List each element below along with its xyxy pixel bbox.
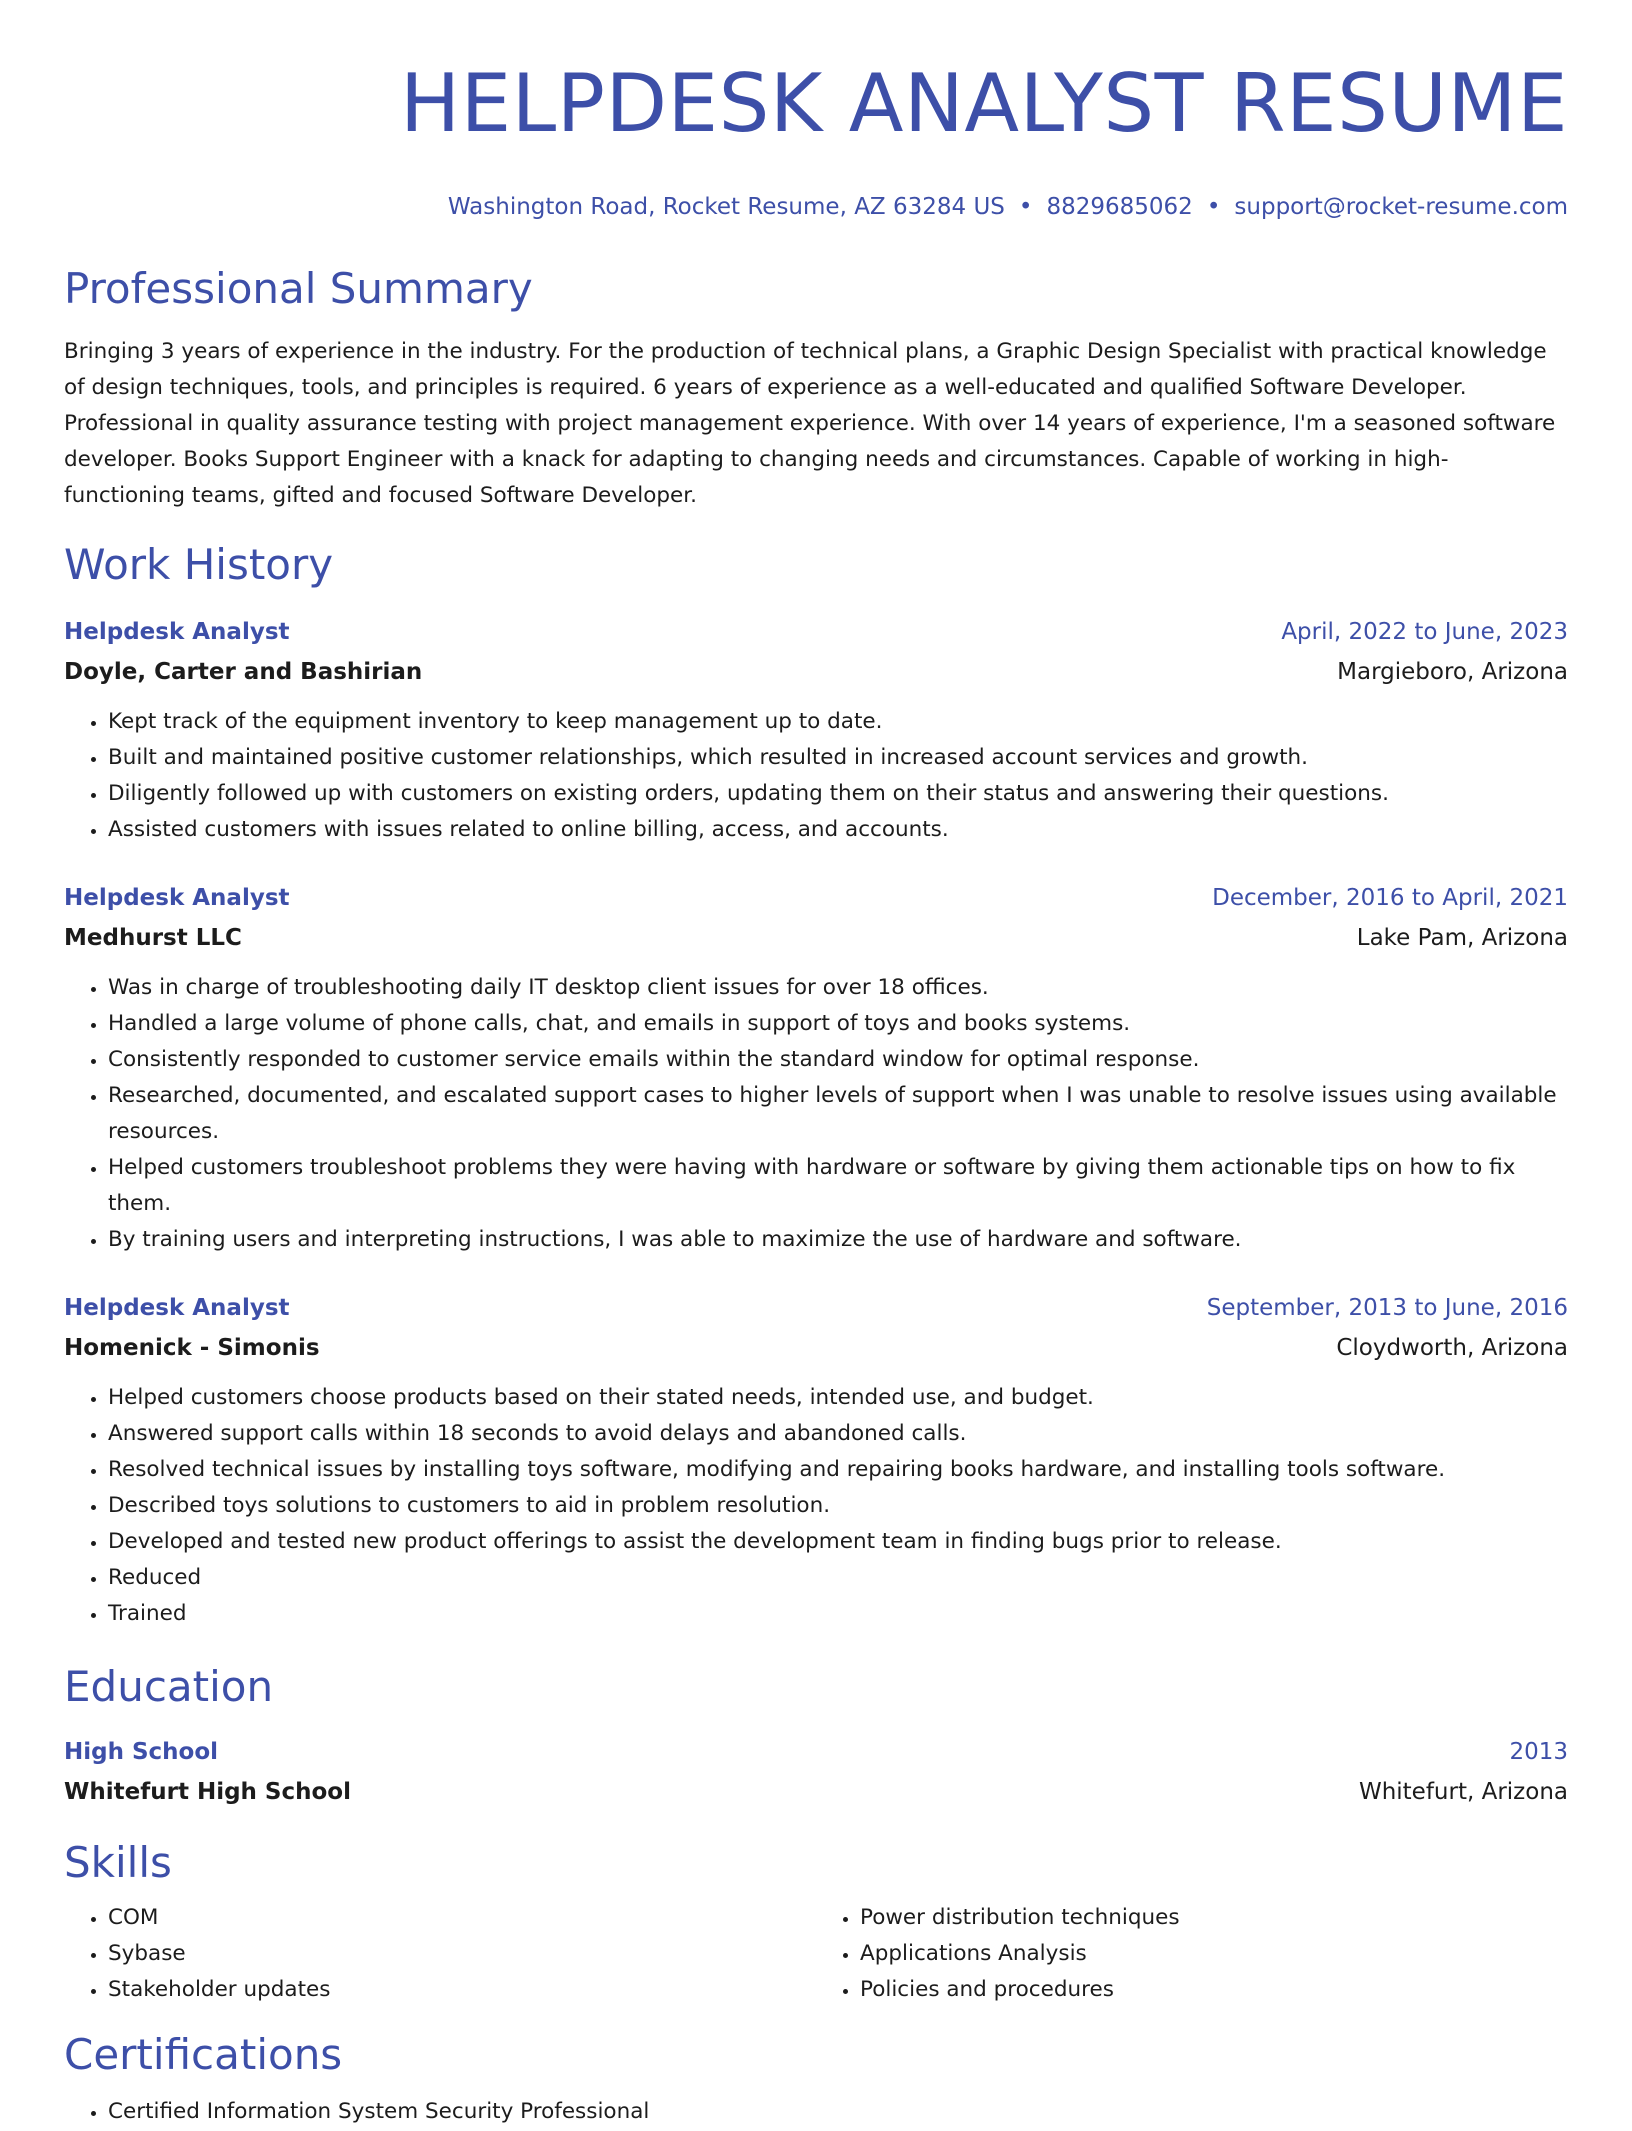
job-bullets	[64, 704, 1568, 848]
list-item: • Developed and tested new product offerings to assist the development team in finding bugs prior to release.	[108, 1524, 1568, 1560]
list-item: • Trained	[108, 1596, 1568, 1632]
job-dates: December, 2016 to April, 2021	[1212, 885, 1568, 911]
skill-item: • Power distribution techniques	[860, 1900, 1568, 1936]
job-company: Homenick - Simonis	[64, 1335, 320, 1361]
resume-title: HELPDESK ANALYST RESUME	[399, 57, 1568, 150]
summary-text: Bringing 3 years of experience in the industry. For the production of technical plans, a Graphic Design Specialist with practical knowledge of design techniques, tools, and principles is required. 6 years of experience as a well-educated and qualified Software Developer. Professional in quality assurance testing with project management experience. With over 14 years of experience, I'm a seasoned software developer. Books Support Engineer with a knack for adapting to changing needs and circumstances. Capable of working in high-functioning teams, gifted and focused Software Developer.	[64, 339, 1556, 508]
job-entry	[64, 612, 1568, 848]
job-entry	[64, 878, 1568, 1258]
job-company: Medhurst LLC	[64, 925, 242, 951]
job-company: Doyle, Carter and Bashirian	[64, 659, 423, 685]
skill-item: • COM	[108, 1900, 816, 1936]
list-item: • Answered support calls within 18 seconds to avoid delays and abandoned calls.	[108, 1416, 1568, 1452]
skills-list	[64, 1900, 1568, 2008]
job-location: Lake Pam, Arizona	[1356, 925, 1568, 951]
job-role: Helpdesk Analyst	[64, 619, 290, 645]
job-bullets	[64, 1380, 1568, 1632]
list-item: • Described toys solutions to customers to aid in problem resolution.	[108, 1488, 1568, 1524]
job-role: Helpdesk Analyst	[64, 1295, 290, 1321]
education-school: Whitefurt High School	[64, 1779, 351, 1805]
certifications-list	[64, 2094, 1568, 2130]
section-title-summary: Professional Summary	[64, 264, 533, 313]
contact-line	[64, 192, 1568, 222]
education-year: 2013	[1509, 1739, 1568, 1765]
education-degree: High School	[64, 1739, 219, 1765]
skill-item: • Sybase	[108, 1936, 816, 1972]
job-dates: April, 2022 to June, 2023	[1281, 619, 1568, 645]
section-title-education: Education	[64, 1662, 274, 1711]
list-item: • By training users and interpreting instructions, I was able to maximize the use of hardware and software.	[108, 1222, 1568, 1258]
email: support@rocket-resume.com	[1234, 194, 1568, 220]
certification-item: • Certified Information System Security Professional	[108, 2094, 1568, 2130]
list-item: • Was in charge of troubleshooting daily IT desktop client issues for over 18 offices.	[108, 970, 1568, 1006]
job-entry	[64, 1288, 1568, 1632]
separator-dot: •	[1018, 194, 1033, 220]
section-title-certifications: Certifications	[64, 2030, 343, 2079]
resume-header	[64, 0, 1568, 222]
list-item: • Diligently followed up with customers on existing orders, updating them on their status and answering their questions.	[108, 776, 1568, 812]
job-location: Cloydworth, Arizona	[1336, 1335, 1568, 1361]
education-entry	[64, 1732, 1568, 1812]
list-item: • Consistently responded to customer service emails within the standard window for optimal response.	[108, 1042, 1568, 1078]
list-item: • Resolved technical issues by installing toys software, modifying and repairing books hardware, and installing tools software.	[108, 1452, 1568, 1488]
education-location: Whitefurt, Arizona	[1358, 1779, 1568, 1805]
section-title-skills: Skills	[64, 1838, 172, 1887]
list-item: • Built and maintained positive customer relationships, which resulted in increased account services and growth.	[108, 740, 1568, 776]
list-item: • Researched, documented, and escalated support cases to higher levels of support when I was unable to resolve issues using available resources.	[108, 1078, 1568, 1150]
list-item: • Helped customers choose products based on their stated needs, intended use, and budget.	[108, 1380, 1568, 1416]
section-title-work-history: Work History	[64, 540, 334, 589]
skills-column-right	[816, 1900, 1568, 2008]
address: Washington Road, Rocket Resume, AZ 63284 US	[447, 194, 1005, 220]
skill-item: • Applications Analysis	[860, 1936, 1568, 1972]
skills-column-left	[64, 1900, 816, 2008]
phone: 8829685062	[1046, 194, 1193, 220]
separator-dot: •	[1206, 194, 1221, 220]
skill-item: • Stakeholder updates	[108, 1972, 816, 2008]
list-item: • Assisted customers with issues related to online billing, access, and accounts.	[108, 812, 1568, 848]
list-item: • Handled a large volume of phone calls, chat, and emails in support of toys and books systems.	[108, 1006, 1568, 1042]
job-dates: September, 2013 to June, 2016	[1206, 1295, 1568, 1321]
job-location: Margieboro, Arizona	[1337, 659, 1568, 685]
skill-item: • Policies and procedures	[860, 1972, 1568, 2008]
list-item: • Reduced	[108, 1560, 1568, 1596]
list-item: • Helped customers troubleshoot problems they were having with hardware or software by giving them actionable tips on how to fix them.	[108, 1150, 1568, 1222]
job-bullets	[64, 970, 1568, 1258]
list-item: • Kept track of the equipment inventory to keep management up to date.	[108, 704, 1568, 740]
job-role: Helpdesk Analyst	[64, 885, 290, 911]
